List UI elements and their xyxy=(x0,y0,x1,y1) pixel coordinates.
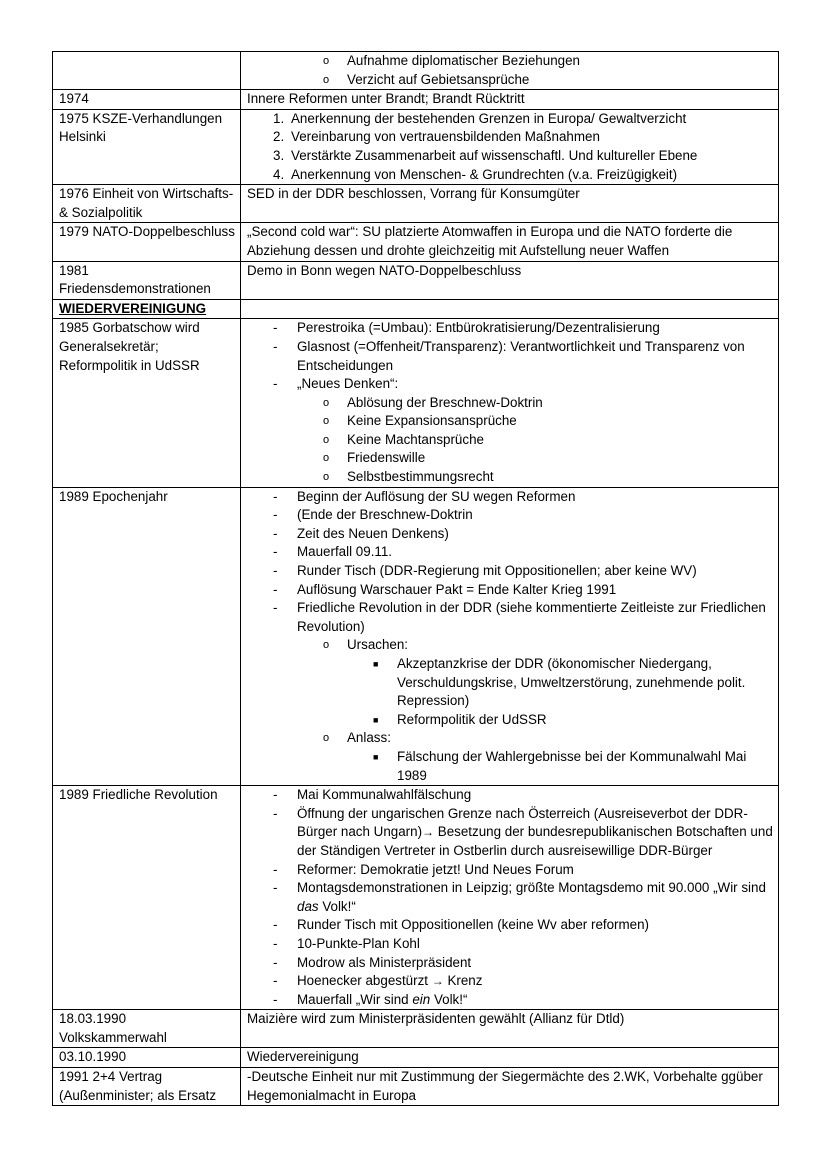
list-item: o Keine Expansionsansprüche xyxy=(323,413,517,429)
table-row xyxy=(53,1068,779,1106)
dash-list xyxy=(247,319,773,486)
table-row xyxy=(53,319,779,487)
table-row xyxy=(53,90,779,110)
list-item: - Öffnung der ungarischen Grenze nach Österreich (Ausreiseverbot der DDR-Bürger nach Ungarn)→ Besetzung der bundesrepublikanischen Botschaften und der Ständigen Vertreter in Ostberlin durch ausreisewillige DDR-Bürger xyxy=(273,805,773,858)
list-item: - Mauerfall „Wir sind ein Volk!“ xyxy=(273,991,468,1007)
year-cell: 1974 xyxy=(53,90,241,110)
content-cell xyxy=(241,319,779,487)
content-cell: Innere Reformen unter Brandt; Brandt Rücktritt xyxy=(241,90,779,110)
content-cell: SED in der DDR beschlossen, Vorrang für Konsumgüter xyxy=(241,185,779,223)
list-item: - Mai Kommunalwahlfälschung xyxy=(273,787,472,803)
list-item: ■ Akzeptanzkrise der DDR (ökonomischer Niedergang, Verschuldungskrise, Umweltzerstörung, zunehmende polit. Repression) xyxy=(373,656,746,709)
year-cell: 03.10.1990 xyxy=(53,1048,241,1068)
list-item: - Mauerfall 09.11. xyxy=(273,544,393,560)
list-item: - Montagsdemonstrationen in Leipzig; größte Montagsdemo mit 90.000 „Wir sind das Volk!“ xyxy=(273,880,766,914)
section-heading: WIEDERVEREINIGUNG xyxy=(53,299,241,319)
list-item: - Hoenecker abgestürzt → Krenz xyxy=(273,973,483,989)
table-row xyxy=(53,109,779,184)
list-item: - Zeit des Neuen Denkens) xyxy=(273,525,449,541)
list-item: - Modrow als Ministerpräsident xyxy=(273,954,472,970)
list-item: o Ablösung der Breschnew-Doktrin xyxy=(323,394,543,410)
list-item: 1. Anerkennung der bestehenden Grenzen in Europa/ Gewaltverzicht xyxy=(273,110,687,126)
list-item: 3. Verstärkte Zusammenarbeit auf wissenschaftl. Und kultureller Ebene xyxy=(273,147,698,163)
table-row xyxy=(53,261,779,299)
content-cell xyxy=(241,299,779,319)
dash-list xyxy=(247,786,773,1009)
arrow-right-icon: → xyxy=(431,974,444,989)
list-item: - Runder Tisch mit Oppositionellen (keine Wv aber reformen) xyxy=(273,917,650,933)
list-item: - Glasnost (=Offenheit/Transparenz): Verantwortlichkeit und Transparenz von Entscheidungen xyxy=(273,338,745,373)
list-item: - Friedliche Revolution in der DDR (siehe kommentierte Zeitleiste zur Friedlichen Revolution) o Ursachen: ■ Akzeptanzkrise der DDR (ökonomischer Niedergang, Verschuldungskrise, Umweltzerstörung, zunehmende polit. Repression) ■ Reformpolitik der UdSSR o Anlass: ■ Fälschung der Wahlergebnisse bei der Kommunalwahl Mai 1989 xyxy=(247,599,773,785)
list-item: o Aufnahme diplomatischer Beziehungen xyxy=(323,53,580,68)
year-cell: 1979 NATO-Doppelbeschluss xyxy=(53,223,241,261)
list-item: ■ Reformpolitik der UdSSR xyxy=(373,711,547,727)
list-item: - Reformer: Demokratie jetzt! Und Neues Forum xyxy=(273,861,574,877)
year-cell: 1975 KSZE-Verhandlungen Helsinki xyxy=(53,109,241,184)
content-cell xyxy=(241,786,779,1010)
dash-list xyxy=(247,488,773,786)
list-item: - Beginn der Auflösung der SU wegen Reformen xyxy=(273,488,576,504)
list-item: - „Neues Denken“: o Ablösung der Breschnew-Doktrin o Keine Expansionsansprüche o Keine Machtansprüche o Friedenswille o Selbstbestimmungsrecht xyxy=(247,375,773,487)
year-cell: 1989 Friedliche Revolution xyxy=(53,786,241,1010)
list-item: o Selbstbestimmungsrecht xyxy=(323,469,494,485)
list-item: o Friedenswille xyxy=(323,450,426,466)
list-item: 4. Anerkennung von Menschen- & Grundrechten (v.a. Freizügigkeit) xyxy=(273,166,678,182)
numbered-list xyxy=(247,110,773,184)
year-cell: 1981 Friedensdemonstrationen xyxy=(53,261,241,299)
content-cell xyxy=(241,52,779,90)
arrow-right-icon: → xyxy=(422,825,435,840)
timeline-table xyxy=(52,51,779,1106)
sub-list xyxy=(297,394,773,487)
sub-list xyxy=(247,52,773,89)
table-row xyxy=(53,786,779,1010)
year-cell: 1991 2+4 Vertrag (Außenminister; als Ersatz xyxy=(53,1068,241,1106)
content-cell: Wiedervereinigung xyxy=(241,1048,779,1068)
table-row xyxy=(53,299,779,319)
table-row xyxy=(53,487,779,786)
year-cell: 1976 Einheit von Wirtschafts- & Sozialpolitik xyxy=(53,185,241,223)
list-item: 2. Vereinbarung von vertrauensbildenden Maßnahmen xyxy=(273,129,600,145)
content-cell: Maizière wird zum Ministerpräsidenten gewählt (Allianz für Dtld) xyxy=(241,1010,779,1048)
table-row xyxy=(53,1010,779,1048)
year-cell xyxy=(53,52,241,90)
list-item: o Ursachen: ■ Akzeptanzkrise der DDR (ökonomischer Niedergang, Verschuldungskrise, Umweltzerstörung, zunehmende polit. Repression) ■ Reformpolitik der UdSSR xyxy=(297,636,773,729)
table-row xyxy=(53,52,779,90)
square-list xyxy=(347,655,773,729)
content-cell xyxy=(241,487,779,786)
list-item: o Anlass: ■ Fälschung der Wahlergebnisse bei der Kommunalwahl Mai 1989 xyxy=(297,729,773,785)
table-row xyxy=(53,223,779,261)
year-cell: 18.03.1990 Volkskammerwahl xyxy=(53,1010,241,1048)
list-item: - Perestroika (=Umbau): Entbürokratisierung/Dezentralisierung xyxy=(273,320,660,336)
table-row xyxy=(53,1048,779,1068)
sub-list xyxy=(297,636,773,785)
list-item: ■ Fälschung der Wahlergebnisse bei der Kommunalwahl Mai 1989 xyxy=(373,748,747,783)
list-item: o Verzicht auf Gebietsansprüche xyxy=(323,71,530,87)
year-cell: 1989 Epochenjahr xyxy=(53,487,241,786)
list-item: - Auflösung Warschauer Pakt = Ende Kalter Krieg 1991 xyxy=(273,581,617,597)
list-item: o Keine Machtansprüche xyxy=(323,431,484,447)
content-cell: -Deutsche Einheit nur mit Zustimmung der Siegermächte des 2.WK, Vorbehalte ggüber Hegemonialmacht in Europa xyxy=(241,1068,779,1106)
square-list xyxy=(347,748,773,785)
list-item: - Runder Tisch (DDR-Regierung mit Oppositionellen; aber keine WV) xyxy=(273,563,697,579)
year-cell: 1985 Gorbatschow wird Generalsekretär; Reformpolitik in UdSSR xyxy=(53,319,241,487)
table-row xyxy=(53,185,779,223)
content-cell: Demo in Bonn wegen NATO-Doppelbeschluss xyxy=(241,261,779,299)
list-item: - (Ende der Breschnew-Doktrin xyxy=(273,507,473,523)
content-cell: „Second cold war“: SU platzierte Atomwaffen in Europa und die NATO forderte die Abziehung dessen und drohte gleichzeitig mit Aufstellung neuer Waffen xyxy=(241,223,779,261)
content-cell xyxy=(241,109,779,184)
list-item: - 10-Punkte-Plan Kohl xyxy=(273,935,420,951)
